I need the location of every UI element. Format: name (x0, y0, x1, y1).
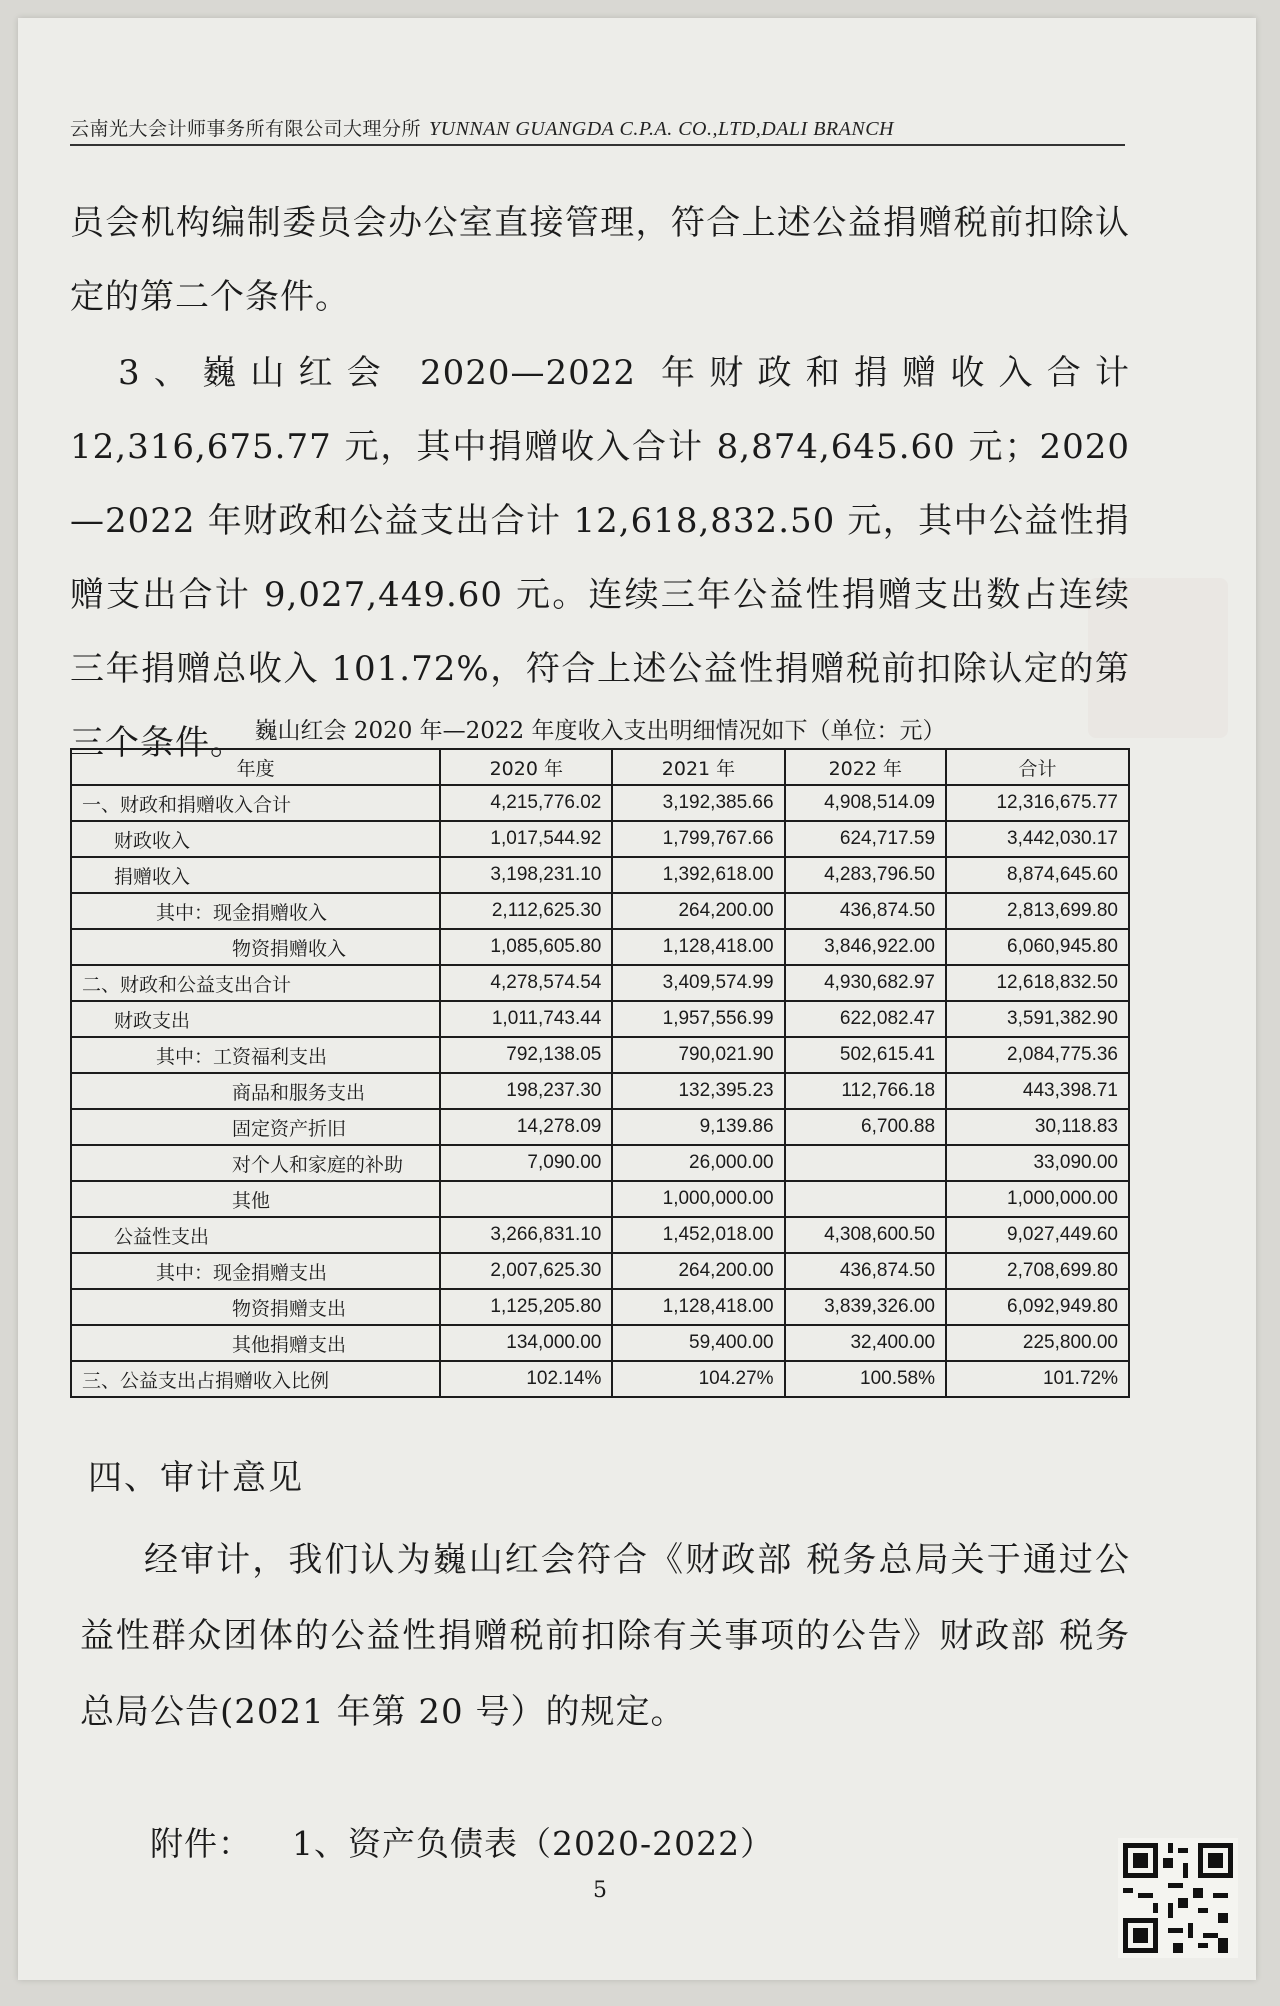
table-cell: 100.58% (785, 1361, 946, 1397)
row-label: 物资捐赠支出 (71, 1289, 440, 1325)
table-cell: 1,799,767.66 (612, 821, 784, 857)
attachment-line (150, 1818, 774, 1865)
table-cell: 4,215,776.02 (440, 785, 612, 821)
table-cell: 59,400.00 (612, 1325, 784, 1361)
table-cell: 4,278,574.54 (440, 965, 612, 1001)
row-label: 物资捐赠收入 (71, 929, 440, 965)
table-cell: 9,139.86 (612, 1109, 784, 1145)
table-row (71, 821, 1129, 857)
table-cell: 4,908,514.09 (785, 785, 946, 821)
table-cell (785, 1145, 946, 1181)
table-row (71, 929, 1129, 965)
table-cell: 3,846,922.00 (785, 929, 946, 965)
table-cell: 1,000,000.00 (612, 1181, 784, 1217)
table-row (71, 1253, 1129, 1289)
row-label: 固定资产折旧 (71, 1109, 440, 1145)
table-cell: 104.27% (612, 1361, 784, 1397)
table-cell: 1,011,743.44 (440, 1001, 612, 1037)
table-cell: 12,618,832.50 (946, 965, 1129, 1001)
table-cell: 30,118.83 (946, 1109, 1129, 1145)
table-cell: 264,200.00 (612, 893, 784, 929)
table-row (71, 1001, 1129, 1037)
row-label: 其他 (71, 1181, 440, 1217)
table-cell: 6,060,945.80 (946, 929, 1129, 965)
document-page (18, 18, 1256, 1980)
table-cell: 2,708,699.80 (946, 1253, 1129, 1289)
table-cell: 2,007,625.30 (440, 1253, 612, 1289)
table-cell: 3,442,030.17 (946, 821, 1129, 857)
table-cell: 443,398.71 (946, 1073, 1129, 1109)
row-label: 财政支出 (71, 1001, 440, 1037)
table-row (71, 857, 1129, 893)
row-label: 财政收入 (71, 821, 440, 857)
table-cell: 1,125,205.80 (440, 1289, 612, 1325)
table-cell: 12,316,675.77 (946, 785, 1129, 821)
table-row (71, 1109, 1129, 1145)
section-title: 四、审计意见 (88, 1458, 304, 1498)
column-header: 2022 年 (785, 749, 946, 785)
attachment-label: 附件： (150, 1824, 252, 1863)
row-label: 三、公益支出占捐赠收入比例 (71, 1361, 440, 1397)
row-label: 其他捐赠支出 (71, 1325, 440, 1361)
table-row (71, 1181, 1129, 1217)
column-header: 年度 (71, 749, 440, 785)
table-cell: 790,021.90 (612, 1037, 784, 1073)
table-cell (440, 1181, 612, 1217)
table-cell: 1,392,618.00 (612, 857, 784, 893)
table-cell: 436,874.50 (785, 1253, 946, 1289)
table-cell: 3,591,382.90 (946, 1001, 1129, 1037)
table-cell: 7,090.00 (440, 1145, 612, 1181)
row-label: 商品和服务支出 (71, 1073, 440, 1109)
row-label: 一、财政和捐赠收入合计 (71, 785, 440, 821)
table-cell: 102.14% (440, 1361, 612, 1397)
table-cell: 2,112,625.30 (440, 893, 612, 929)
letterhead (70, 114, 1125, 141)
column-header: 合计 (946, 749, 1129, 785)
table-row (71, 1325, 1129, 1361)
table-cell: 1,128,418.00 (612, 1289, 784, 1325)
table-cell: 622,082.47 (785, 1001, 946, 1037)
paragraph-1: 员会机构编制委员会办公室直接管理，符合上述公益捐赠税前扣除认定的第二个条件。 (70, 203, 1130, 317)
table-cell: 264,200.00 (612, 1253, 784, 1289)
column-header: 2020 年 (440, 749, 612, 785)
table-cell: 6,700.88 (785, 1109, 946, 1145)
letterhead-cn: 云南光大会计师事务所有限公司大理分所 (70, 118, 422, 140)
table-row (71, 1289, 1129, 1325)
table-cell: 9,027,449.60 (946, 1217, 1129, 1253)
table-cell: 3,839,326.00 (785, 1289, 946, 1325)
table-cell: 4,283,796.50 (785, 857, 946, 893)
table-cell: 3,266,831.10 (440, 1217, 612, 1253)
table-cell: 3,198,231.10 (440, 857, 612, 893)
table-cell: 32,400.00 (785, 1325, 946, 1361)
table-cell: 4,930,682.97 (785, 965, 946, 1001)
table-row (71, 1037, 1129, 1073)
letterhead-en: YUNNAN GUANGDA C.P.A. CO.,LTD,DALI BRANCH (429, 118, 894, 140)
table-row (71, 1073, 1129, 1109)
table-cell: 1,128,418.00 (612, 929, 784, 965)
table-cell: 132,395.23 (612, 1073, 784, 1109)
income-expense-table (70, 748, 1130, 1398)
table-cell: 26,000.00 (612, 1145, 784, 1181)
table-cell: 1,452,018.00 (612, 1217, 784, 1253)
table-cell: 1,000,000.00 (946, 1181, 1129, 1217)
page-number: 5 (593, 1878, 607, 1903)
table-caption: 巍山红会 2020 年—2022 年度收入支出明细情况如下（单位：元） (254, 718, 946, 744)
paragraph-2: 3、巍山红会 2020—2022 年财政和捐赠收入合计 12,316,675.77 元，其中捐赠收入合计 8,874,645.60 元；2020—2022 年财政和公益支出合计 12,618,832.50 元，其中公益性捐赠支出合计 9,027,449.60 元。连续三年公益性捐赠支出数占连续三年捐赠总收入 101.72%，符合上述公益性捐赠税前扣除认定的第三个条件。 (70, 353, 1130, 763)
table-cell: 1,085,605.80 (440, 929, 612, 965)
table-cell: 101.72% (946, 1361, 1129, 1397)
table-cell: 502,615.41 (785, 1037, 946, 1073)
table-cell: 436,874.50 (785, 893, 946, 929)
row-label: 其中：现金捐赠收入 (71, 893, 440, 929)
table-cell: 134,000.00 (440, 1325, 612, 1361)
header-rule (70, 144, 1125, 146)
table-row (71, 1361, 1129, 1397)
table-cell: 8,874,645.60 (946, 857, 1129, 893)
attachment-item: 1、资产负债表（2020-2022） (292, 1824, 775, 1863)
table-row (71, 785, 1129, 821)
row-label: 公益性支出 (71, 1217, 440, 1253)
table-cell: 1,957,556.99 (612, 1001, 784, 1037)
table-header-row (71, 749, 1129, 785)
row-label: 二、财政和公益支出合计 (71, 965, 440, 1001)
table-cell: 3,192,385.66 (612, 785, 784, 821)
table-cell: 624,717.59 (785, 821, 946, 857)
table-cell: 4,308,600.50 (785, 1217, 946, 1253)
table-cell: 792,138.05 (440, 1037, 612, 1073)
table-cell: 33,090.00 (946, 1145, 1129, 1181)
table-cell: 2,813,699.80 (946, 893, 1129, 929)
table-row (71, 965, 1129, 1001)
table-cell: 3,409,574.99 (612, 965, 784, 1001)
table-cell: 1,017,544.92 (440, 821, 612, 857)
column-header: 2021 年 (612, 749, 784, 785)
table-cell: 14,278.09 (440, 1109, 612, 1145)
table-cell: 2,084,775.36 (946, 1037, 1129, 1073)
qr-code-icon (1118, 1838, 1238, 1958)
row-label: 其中：工资福利支出 (71, 1037, 440, 1073)
table-cell: 112,766.18 (785, 1073, 946, 1109)
table-row (71, 893, 1129, 929)
table-cell (785, 1181, 946, 1217)
table-cell: 225,800.00 (946, 1325, 1129, 1361)
paragraph-3: 经审计，我们认为巍山红会符合《财政部 税务总局关于通过公益性群众团体的公益性捐赠税前扣除有关事项的公告》财政部 税务总局公告(2021 年第 20 号）的规定。 (80, 1540, 1130, 1732)
row-label: 其中：现金捐赠支出 (71, 1253, 440, 1289)
row-label: 对个人和家庭的补助 (71, 1145, 440, 1181)
table-cell: 198,237.30 (440, 1073, 612, 1109)
row-label: 捐赠收入 (71, 857, 440, 893)
table-row (71, 1217, 1129, 1253)
table-cell: 6,092,949.80 (946, 1289, 1129, 1325)
table-row (71, 1145, 1129, 1181)
